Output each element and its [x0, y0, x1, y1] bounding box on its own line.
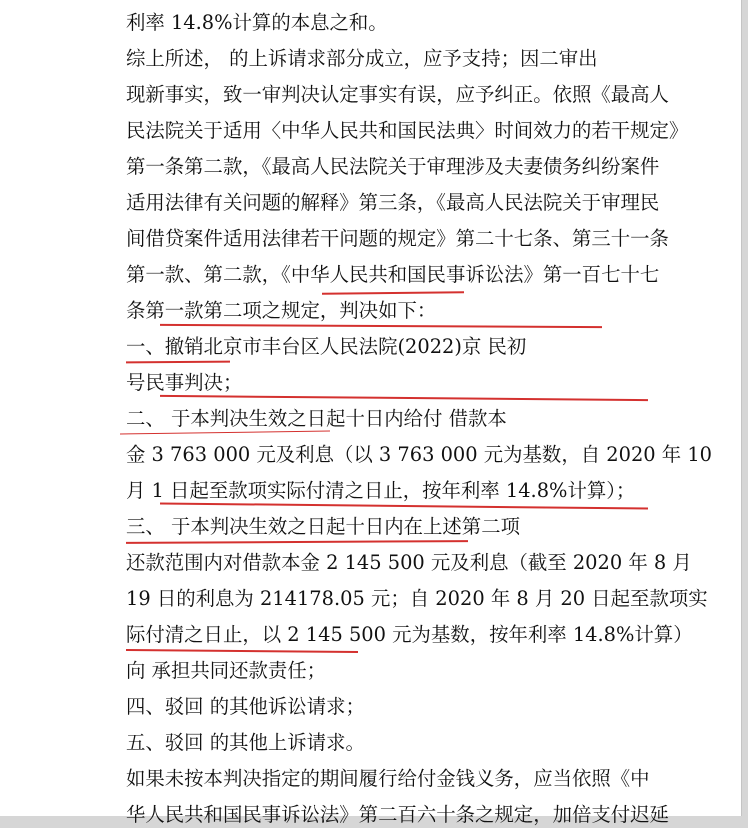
- text-line: 五、驳回 的其他上诉请求。: [126, 731, 365, 754]
- text-line: 金 3 763 000 元及利息（以 3 763 000 元为基数，自 2020 年 10: [126, 443, 713, 466]
- text-line: 二、 于本判决生效之日起十日内给付 借款本: [126, 407, 507, 430]
- text-line: 华人民共和国民事诉讼法》第二百六十条之规定，加倍支付迟延: [126, 803, 669, 826]
- text-line: 号民事判决；: [126, 371, 243, 394]
- red-underline-mark: [160, 324, 602, 328]
- text-line: 民法院关于适用〈中华人民共和国民法典〉时间效力的若干规定》: [126, 119, 689, 142]
- red-underline-mark: [160, 395, 648, 401]
- text-line: 条第一款第二项之规定，判决如下：: [126, 299, 437, 322]
- text-line: 利率 14.8%计算的本息之和。: [126, 11, 388, 34]
- text-line: 月 1 日起至款项实际付清之日止，按年利率 14.8%计算）；: [126, 479, 636, 502]
- text-line: 三、 于本判决生效之日起十日内在上述第二项: [126, 515, 520, 538]
- red-underline-mark: [126, 649, 358, 653]
- text-line: 如果未按本判决指定的期间履行给付金钱义务，应当依照《中: [126, 767, 650, 790]
- text-line: 19 日的利息为 214178.05 元；自 2020 年 8 月 20 日起至款项实: [126, 587, 708, 610]
- text-line: 还款范围内对借款本金 2 145 500 元及利息（截至 2020 年 8 月: [126, 551, 692, 574]
- text-line: 第一款、第二款，《中华人民共和国民事诉讼法》第一百七十七: [126, 263, 660, 286]
- red-underline-mark: [126, 540, 468, 544]
- text-line: 四、驳回 的其他诉讼请求；: [126, 695, 365, 718]
- text-line: 适用法律有关问题的解释》第三条，《最高人民法院关于审理民: [126, 191, 660, 214]
- text-line: 际付清之日止，以 2 145 500 元为基数，按年利率 14.8%计算）: [126, 623, 693, 646]
- text-line: 综上所述， 的上诉请求部分成立，应予支持；因二审出: [126, 47, 598, 70]
- text-line: 一、撤销北京市丰台区人民法院(2022)京 民初: [126, 335, 527, 358]
- red-underline-mark: [322, 291, 464, 294]
- text-line: 现新事实，致一审判决认定事实有误，应予纠正。依照《最高人: [126, 83, 669, 106]
- text-line: 向 承担共同还款责任；: [126, 659, 327, 682]
- text-line: 第一条第二款，《最高人民法院关于审理涉及夫妻债务纠纷案件: [126, 155, 660, 178]
- text-line: 间借贷案件适用法律若干问题的规定》第二十七条、第三十一条: [126, 227, 669, 250]
- red-underline-mark: [126, 361, 230, 364]
